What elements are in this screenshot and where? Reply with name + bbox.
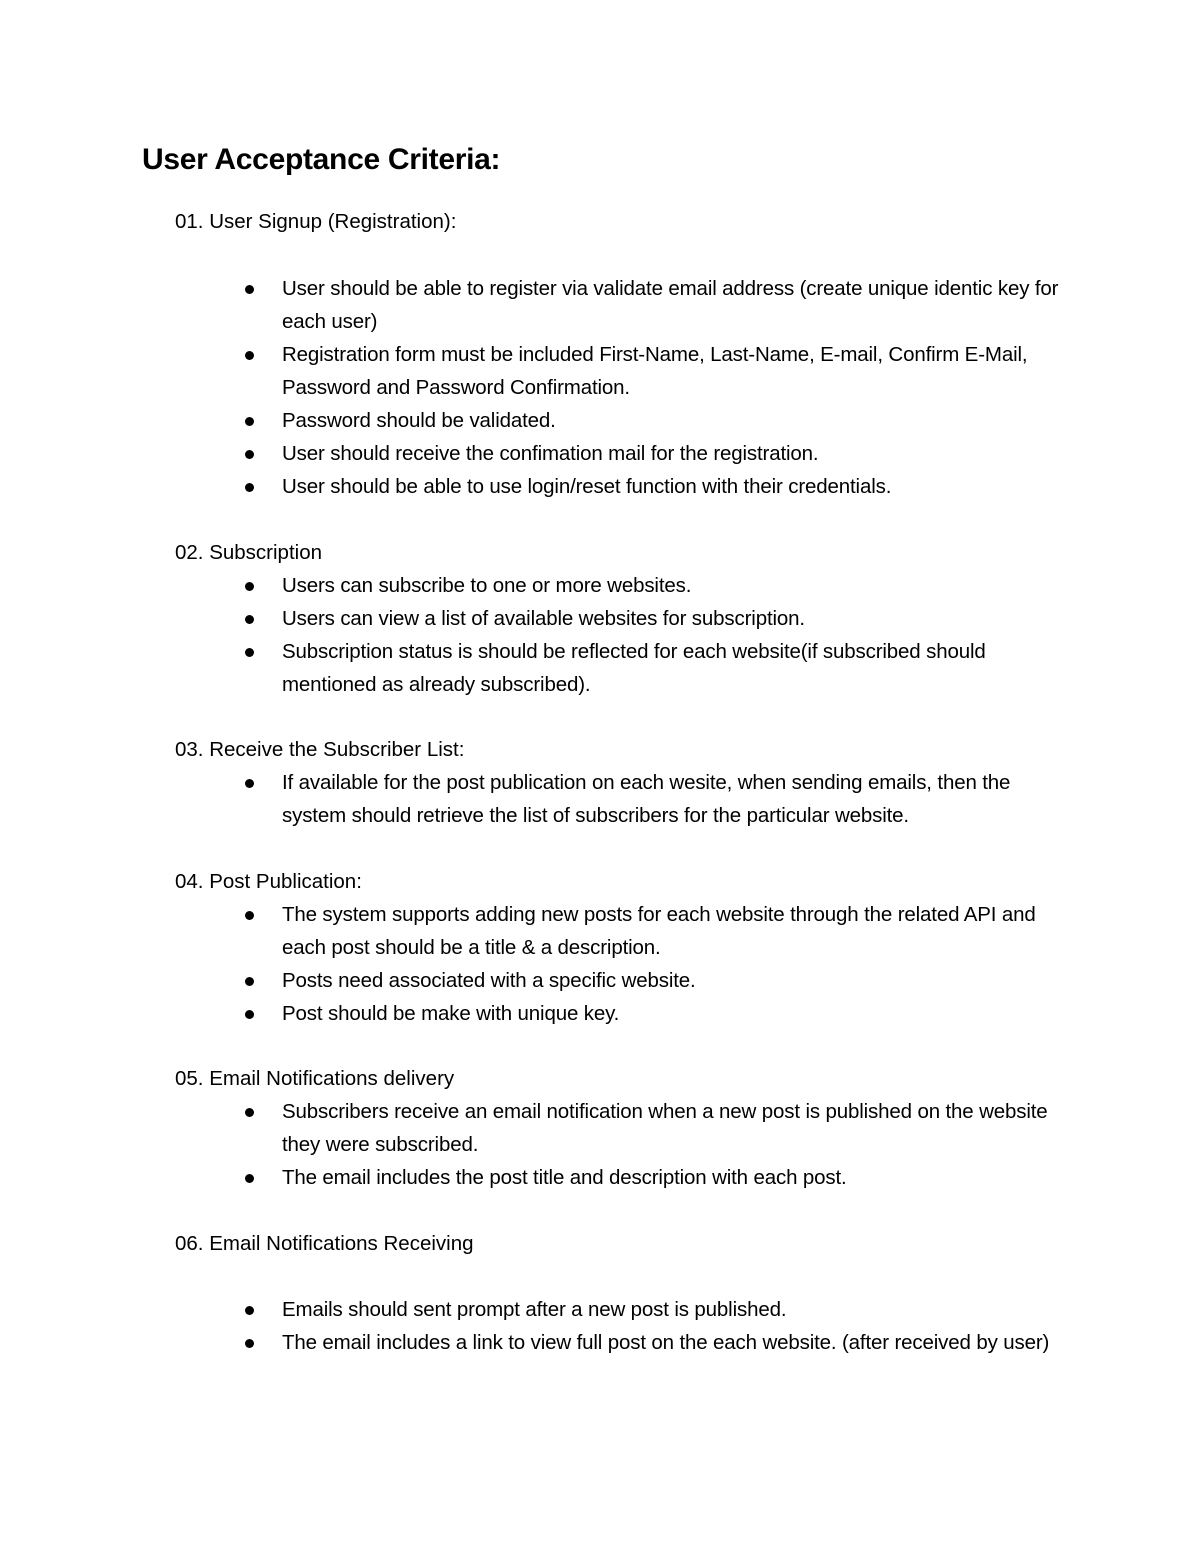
list-item (0, 1161, 1072, 1194)
bullet-icon (245, 285, 254, 294)
list-item-text: Users can subscribe to one or more websites. (282, 574, 692, 597)
bullet-list (0, 272, 1200, 503)
bullet-list (0, 766, 1200, 832)
list-item (0, 272, 1072, 338)
list-item (0, 964, 1072, 997)
list-item-text: Emails should sent prompt after a new post is published. (282, 1298, 787, 1321)
list-item-text: User should be able to use login/reset function with their credentials. (282, 475, 892, 498)
list-item (0, 602, 1072, 635)
bullet-icon (245, 483, 254, 492)
bullet-icon (245, 911, 254, 920)
section-heading: 04. Post Publication: (175, 870, 362, 893)
bullet-icon (245, 582, 254, 591)
bullet-list (0, 898, 1200, 1030)
section-heading: 05. Email Notifications delivery (175, 1067, 455, 1090)
list-item-text: Users can view a list of available websites for subscription. (282, 607, 805, 630)
list-item-text: User should be able to register via validate email address (create unique identic key for each user) (282, 277, 1059, 333)
list-item-text: If available for the post publication on each wesite, when sending emails, then the system should retrieve the list of subscribers for the particular website. (282, 771, 1011, 827)
list-item-text: User should receive the confimation mail for the registration. (282, 442, 819, 465)
list-item-text: Password should be validated. (282, 409, 556, 432)
list-item (0, 470, 1072, 503)
bullet-icon (245, 977, 254, 986)
bullet-icon (245, 648, 254, 657)
section-heading: 01. User Signup (Registration): (175, 210, 457, 233)
list-item (0, 898, 1072, 964)
list-item (0, 569, 1072, 602)
bullet-icon (245, 1174, 254, 1183)
list-item-text: The email includes the post title and description with each post. (282, 1166, 847, 1189)
bullet-list (0, 569, 1200, 701)
list-item (0, 1326, 1072, 1359)
list-item (0, 437, 1072, 470)
list-item-text: Posts need associated with a specific website. (282, 969, 696, 992)
list-item-text: Post should be make with unique key. (282, 1002, 620, 1025)
list-item-text: The email includes a link to view full post on the each website. (after received by user) (282, 1331, 1050, 1354)
bullet-icon (245, 1108, 254, 1117)
page-title: User Acceptance Criteria: (142, 143, 501, 176)
bullet-list (0, 1095, 1200, 1194)
bullet-icon (245, 417, 254, 426)
list-item (0, 766, 1072, 832)
list-item (0, 338, 1072, 404)
list-item-text: Subscribers receive an email notification when a new post is published on the website they were subscribed. (282, 1100, 1048, 1156)
bullet-icon (245, 450, 254, 459)
section-heading: 06. Email Notifications Receiving (175, 1232, 474, 1255)
list-item (0, 997, 1072, 1030)
list-item (0, 1293, 1072, 1326)
section-heading: 03. Receive the Subscriber List: (175, 738, 465, 761)
list-item (0, 404, 1072, 437)
list-item-text: The system supports adding new posts for each website through the related API and each post should be a title & a description. (282, 903, 1036, 959)
bullet-icon (245, 615, 254, 624)
list-item (0, 1095, 1072, 1161)
bullet-list (0, 1293, 1200, 1359)
bullet-icon (245, 1306, 254, 1315)
bullet-icon (245, 1010, 254, 1019)
bullet-icon (245, 779, 254, 788)
bullet-icon (245, 1339, 254, 1348)
section-heading: 02. Subscription (175, 541, 323, 564)
list-item-text: Registration form must be included First-Name, Last-Name, E-mail, Confirm E-Mail, Password and Password Confirmation. (282, 343, 1028, 399)
list-item (0, 635, 1072, 701)
list-item-text: Subscription status is should be reflected for each website(if subscribed should mentioned as already subscribed). (282, 640, 986, 696)
bullet-icon (245, 351, 254, 360)
